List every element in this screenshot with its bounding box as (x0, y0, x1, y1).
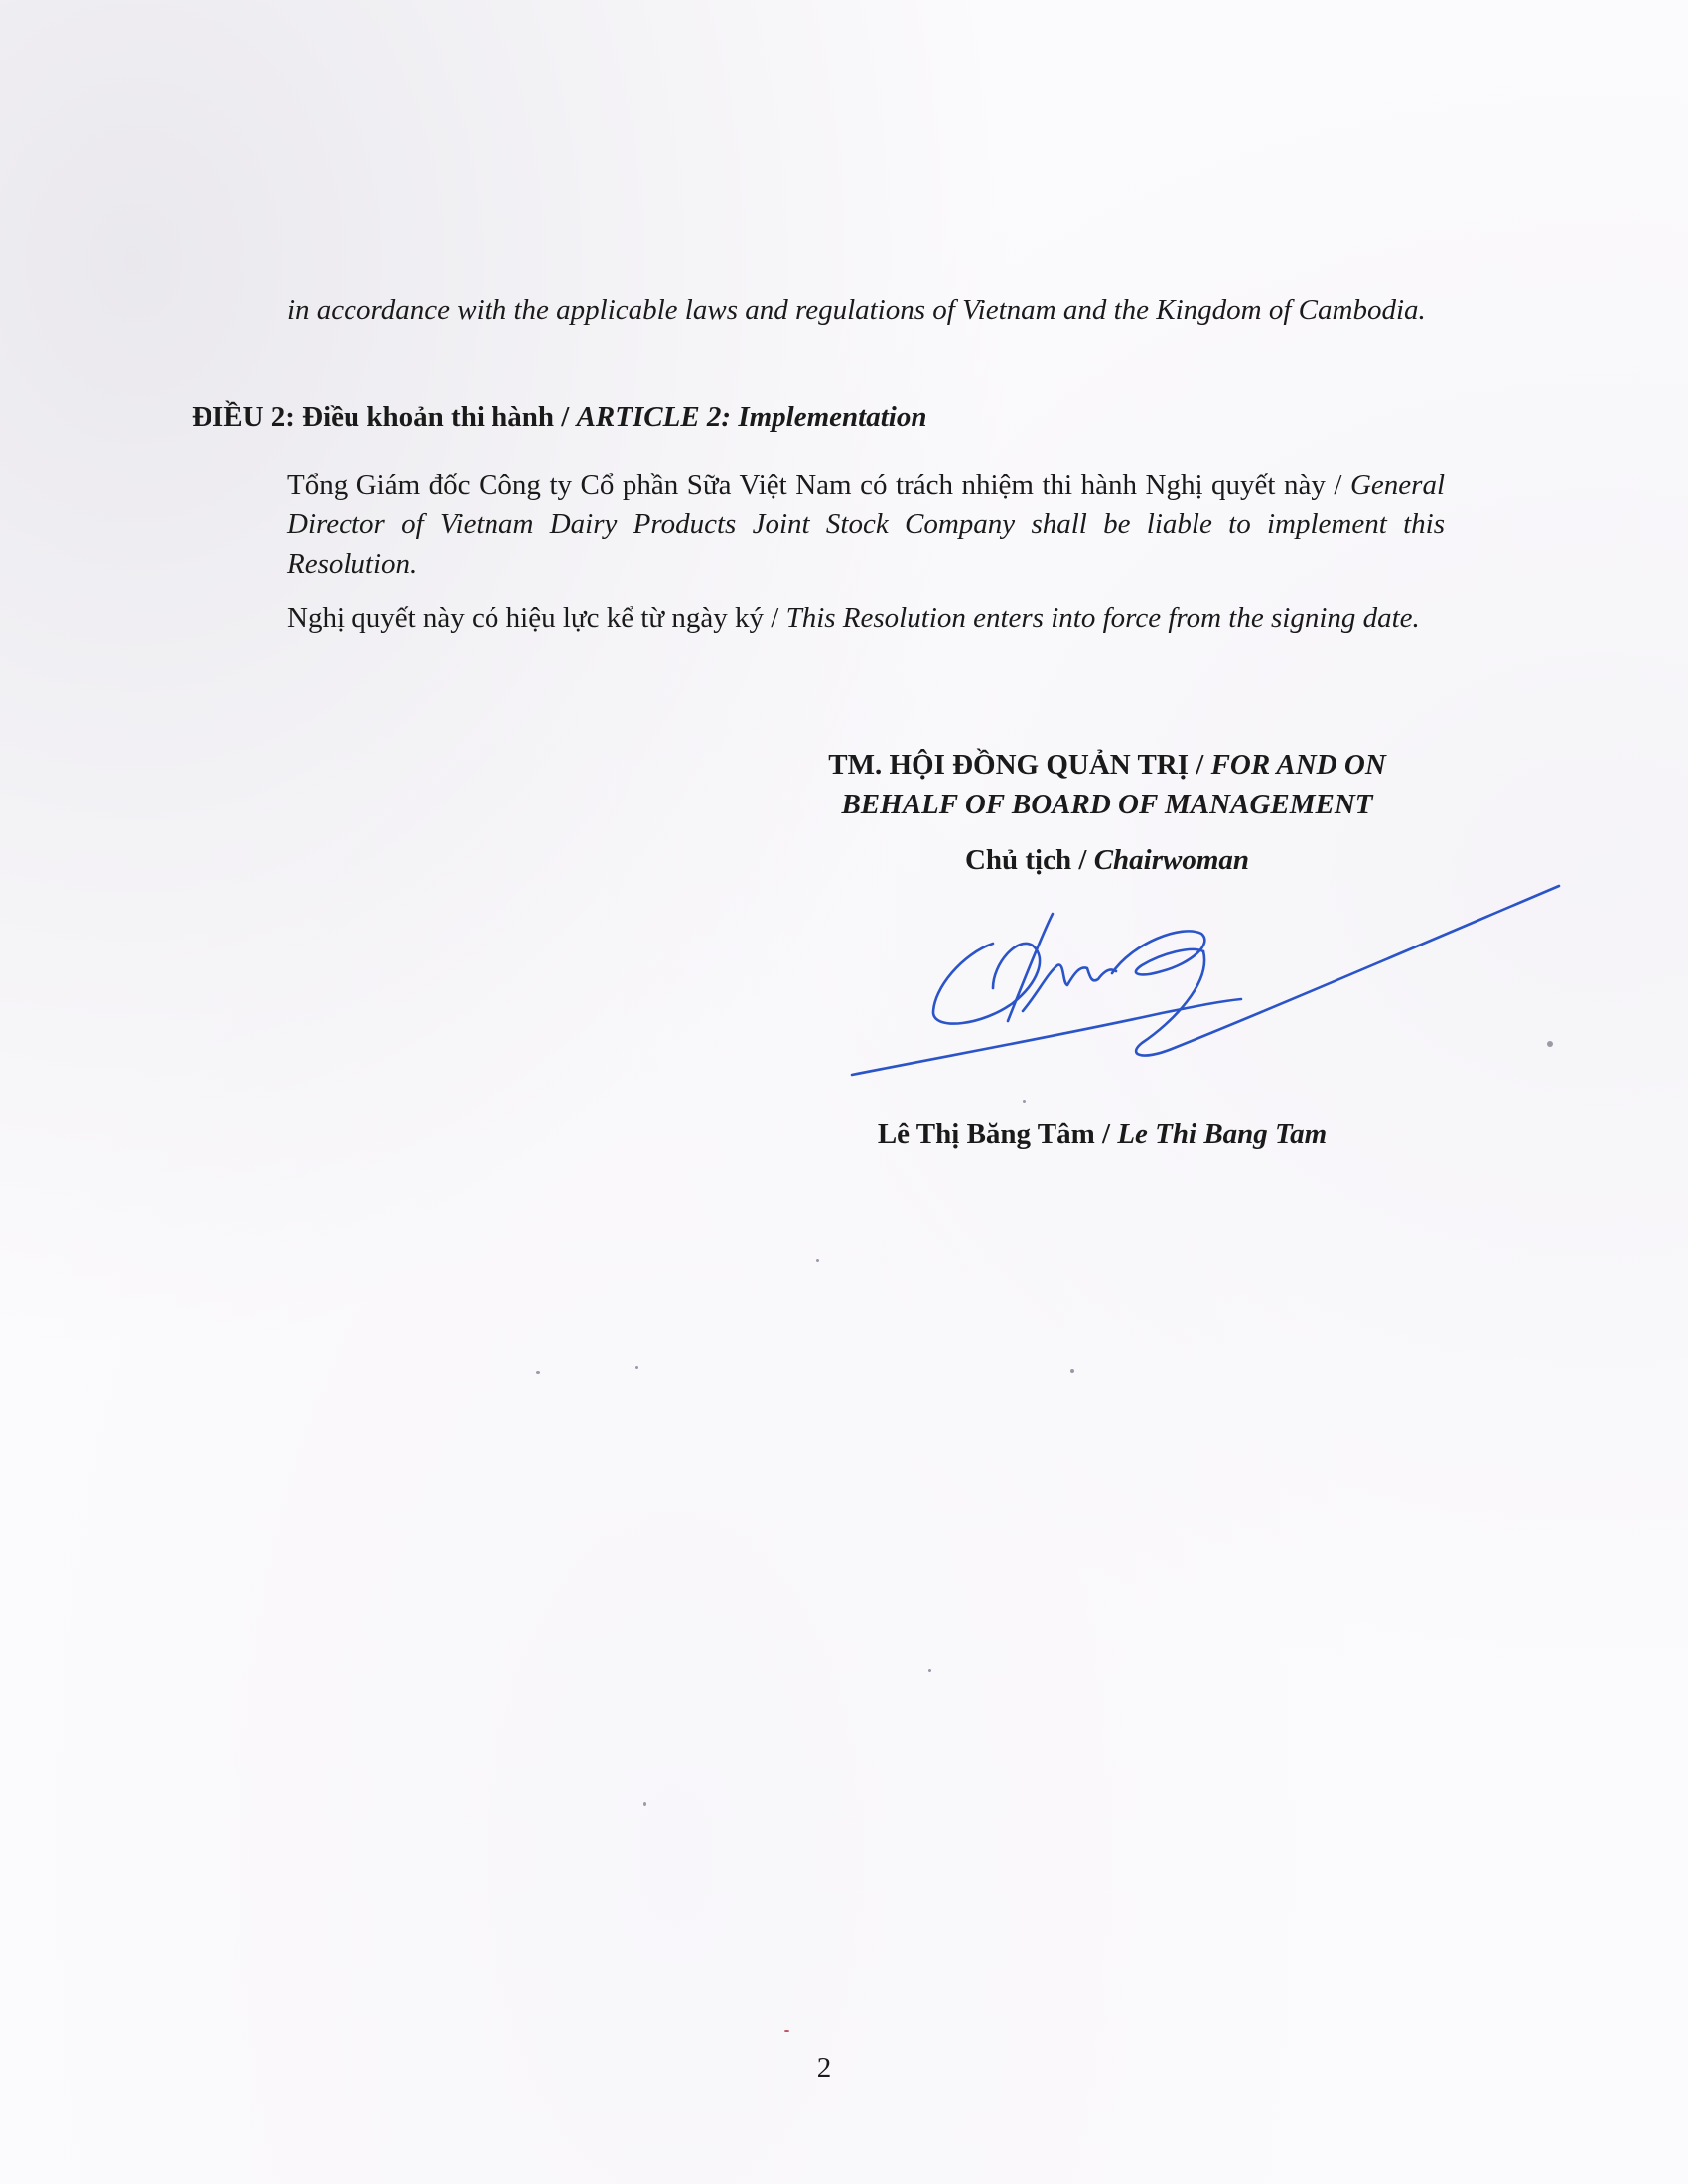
signer-name-vi: Lê Thị Băng Tâm / (877, 1118, 1118, 1150)
signature-title-line1 (765, 745, 1450, 785)
handwritten-signature (844, 874, 1579, 1092)
scan-speck (784, 2030, 789, 2032)
force-paragraph (287, 598, 1445, 638)
signature-title-en-part1: FOR AND ON (1210, 749, 1386, 781)
force-paragraph-en: This Resolution enters into force from the signing date. (785, 602, 1420, 634)
article-heading-vi: ĐIỀU 2: Điều khoản thi hành / (192, 401, 577, 433)
signer-name-en: Le Thi Bang Tam (1117, 1118, 1328, 1150)
signature-role-en: Chairwoman (1093, 844, 1250, 876)
article-heading-en: ARTICLE 2: Implementation (576, 401, 927, 433)
scan-speck (1070, 1369, 1074, 1373)
director-paragraph (287, 465, 1445, 584)
page-number: 2 (816, 2052, 832, 2084)
signer-name (814, 1114, 1390, 1154)
scan-speck (1023, 1100, 1026, 1103)
scan-speck (536, 1371, 540, 1374)
scan-speck (1547, 1041, 1553, 1047)
signature-title-en-part2: BEHALF OF BOARD OF MANAGEMENT (841, 789, 1373, 820)
scan-speck (928, 1669, 931, 1672)
director-paragraph-vi: Tổng Giám đốc Công ty Cổ phần Sữa Việt Nam có trách nhiệm thi hành Nghị quyết này / (287, 469, 1350, 501)
signature-role-vi: Chủ tịch / (964, 844, 1094, 876)
signature-block (765, 745, 1450, 880)
intro-paragraph (287, 290, 1449, 330)
signature-title-vi: TM. HỘI ĐỒNG QUẢN TRỊ / (828, 749, 1211, 781)
force-paragraph-vi: Nghị quyết này có hiệu lực kể từ ngày ký / (287, 602, 786, 634)
scan-speck (643, 1802, 646, 1806)
article-heading (192, 397, 1383, 437)
scan-speck (635, 1366, 638, 1369)
scan-speck (816, 1259, 819, 1262)
intro-paragraph-text: in accordance with the applicable laws and regulations of Vietnam and the Kingdom of Cambodia. (287, 294, 1426, 326)
director-paragraph-en: General Director of Vietnam Dairy Products Joint Stock Company shall be liable to implement this Resolution. (287, 469, 1445, 580)
